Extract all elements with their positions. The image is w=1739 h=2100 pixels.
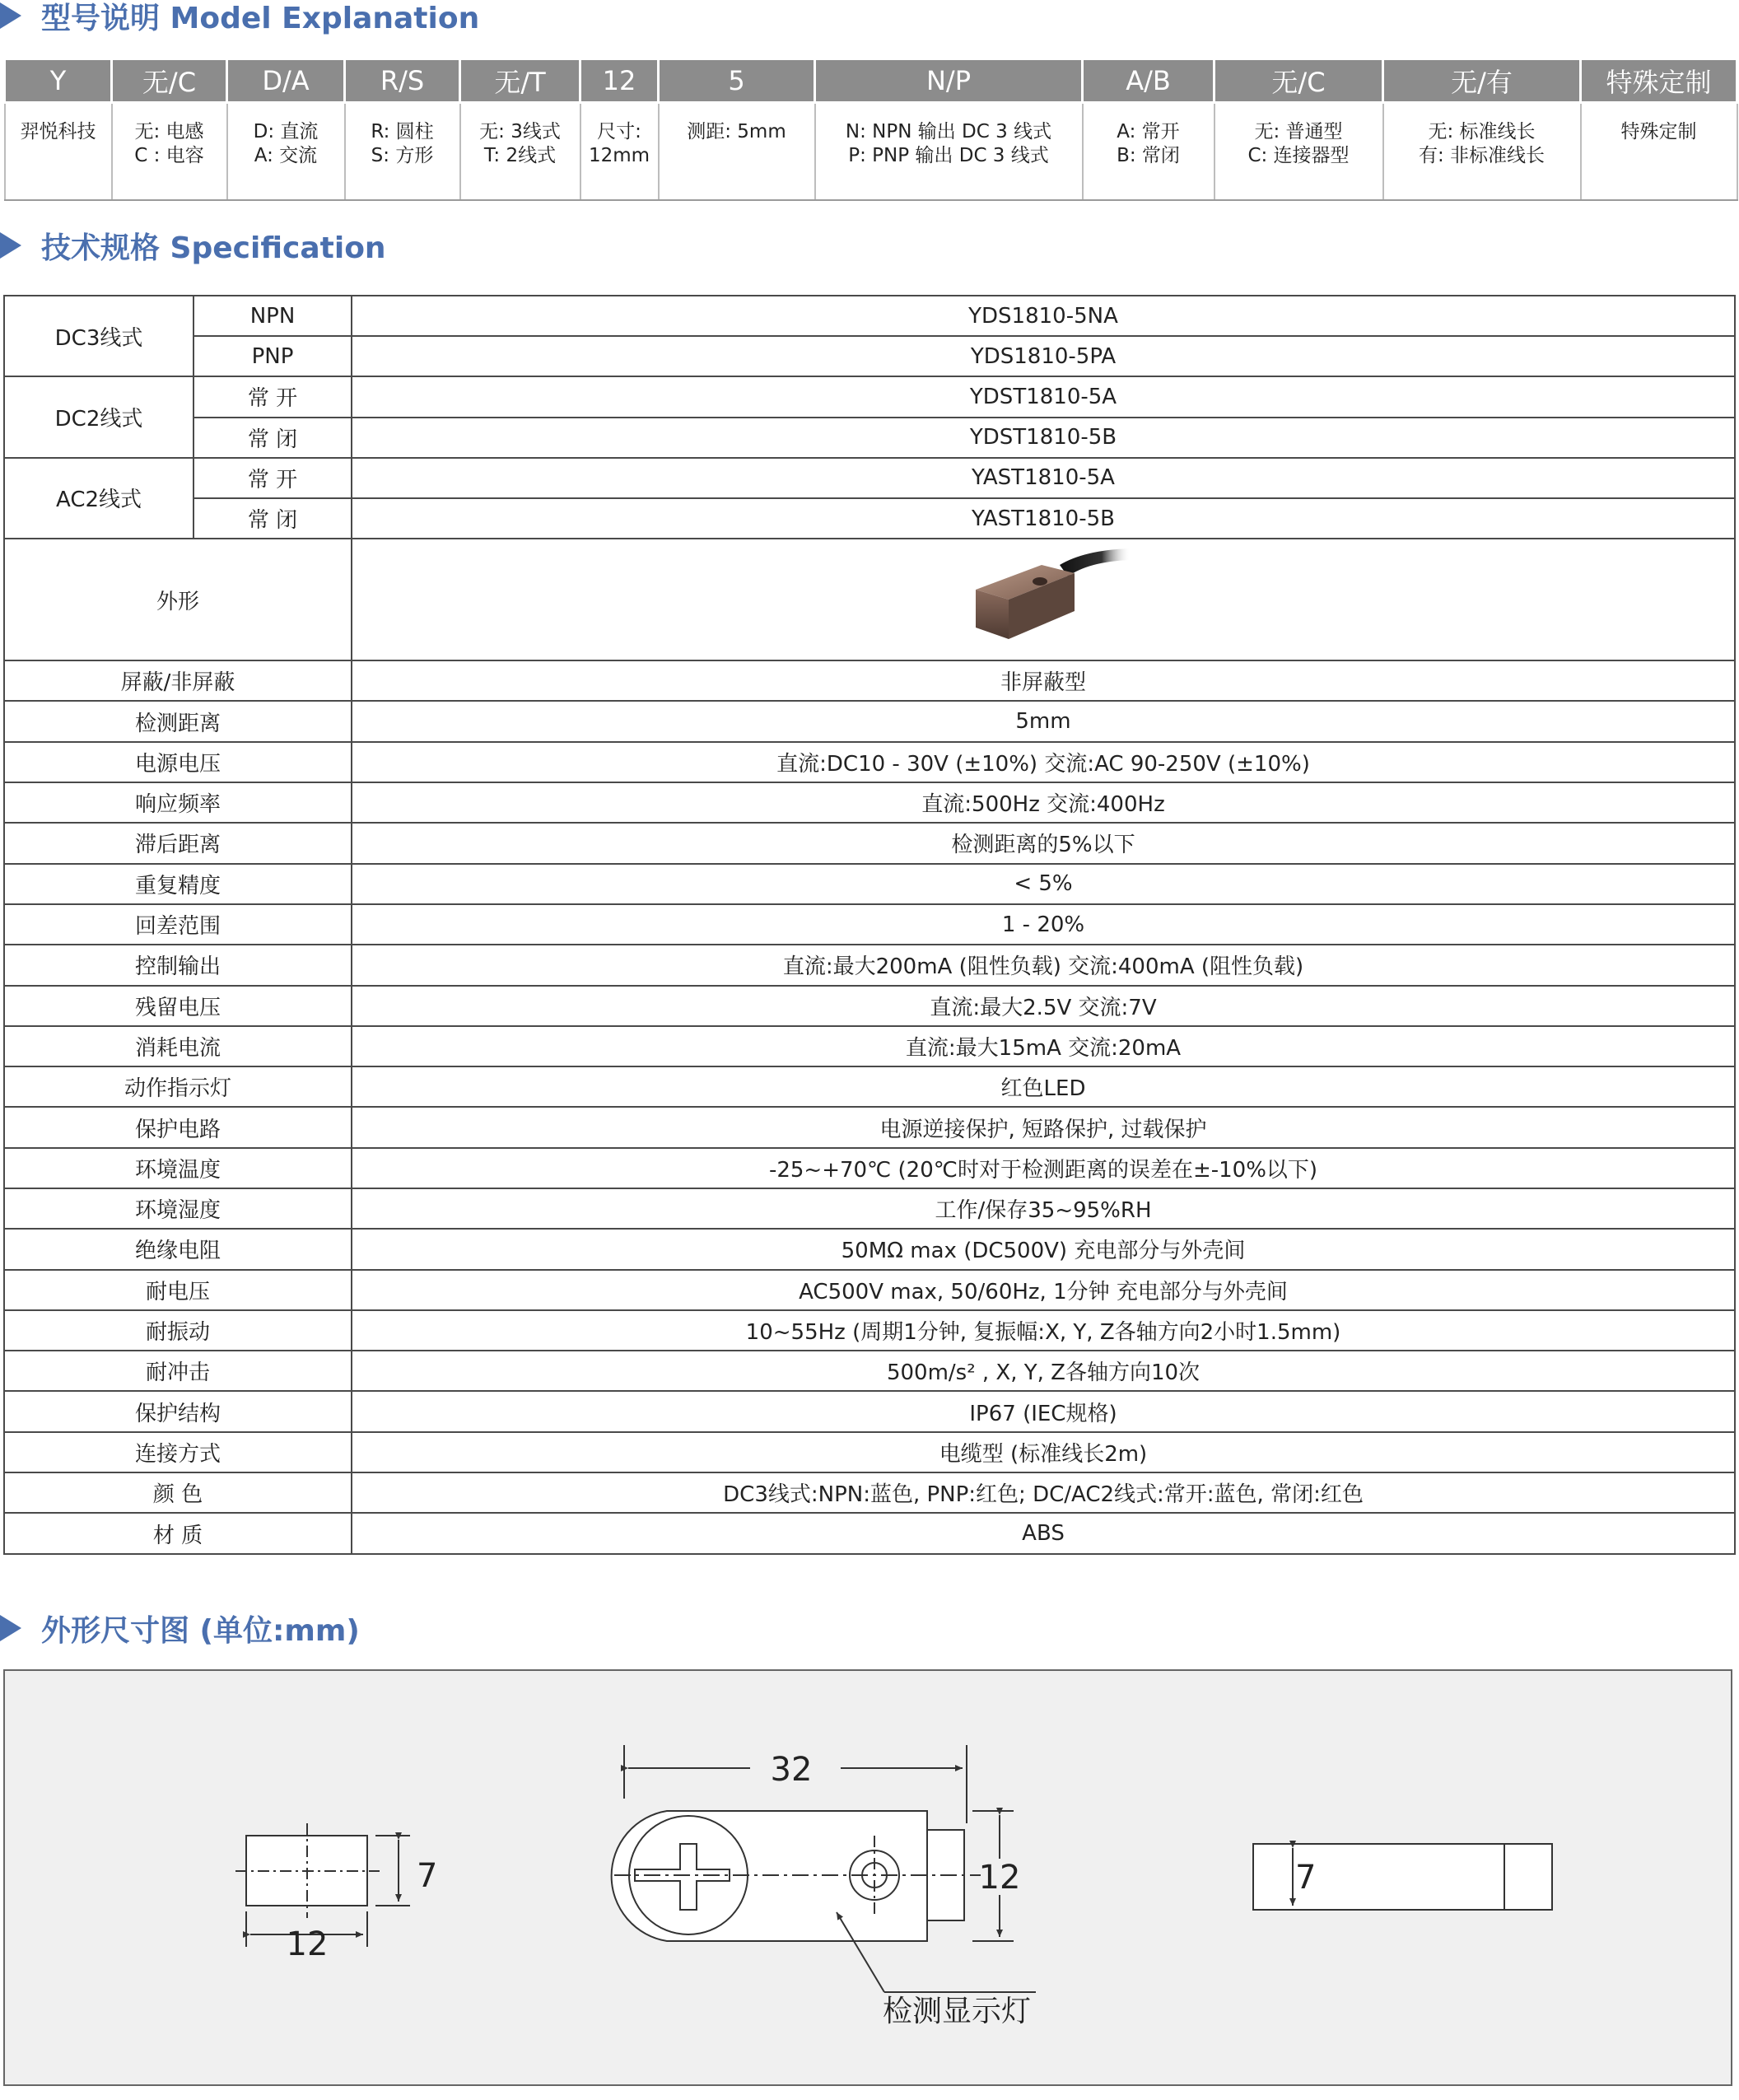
spec-label: 材 质 xyxy=(4,1513,352,1553)
spec-label: 消耗电流 xyxy=(4,1026,352,1066)
spec-label: 保护电路 xyxy=(4,1107,352,1147)
spec-row xyxy=(4,945,1735,985)
spec-row xyxy=(4,986,1735,1026)
model-number-cell: YDST1810-5B xyxy=(352,418,1735,458)
spec-label: 滞后距离 xyxy=(4,823,352,863)
spec-value: 50MΩ max (DC500V) 充电部分与外壳间 xyxy=(352,1229,1735,1269)
spec-label: 检测距离 xyxy=(4,701,352,741)
spec-value: 5mm xyxy=(352,701,1735,741)
output-type-cell: PNP xyxy=(193,336,352,376)
product-photo-cell xyxy=(352,539,1735,660)
spec-label: 动作指示灯 xyxy=(4,1066,352,1107)
sensor-product-image xyxy=(953,542,1134,657)
model-row xyxy=(4,336,1735,376)
model-code-line: N: NPN 输出 DC 3 线式 xyxy=(845,121,1052,142)
spec-table xyxy=(3,295,1736,1555)
model-number-cell: YDST1810-5A xyxy=(352,376,1735,417)
top-width-label: 12 xyxy=(978,1859,1021,1897)
model-code-line: 尺寸: xyxy=(597,121,641,142)
model-code-line: A: 交流 xyxy=(254,145,318,166)
spec-row xyxy=(4,701,1735,741)
model-code-line: S: 方形 xyxy=(371,145,434,166)
output-type-cell: 常 闭 xyxy=(193,418,352,458)
model-row xyxy=(4,296,1735,336)
model-code-line: 无: 电感 xyxy=(134,121,204,142)
model-number-cell: YAST1810-5B xyxy=(352,498,1735,539)
model-header-cell: R/S xyxy=(345,60,460,103)
spec-label: 回差范围 xyxy=(4,904,352,945)
model-number-cell: YDS1810-5PA xyxy=(352,336,1735,376)
output-type-cell: NPN xyxy=(193,296,352,336)
spec-label: 屏蔽/非屏蔽 xyxy=(4,660,352,701)
spec-row xyxy=(4,1351,1735,1391)
model-code-line: B: 常闭 xyxy=(1117,145,1180,166)
spec-value: DC3线式:NPN:蓝色, PNP:红色; DC/AC2线式:常开:蓝色, 常闭:红色 xyxy=(352,1472,1735,1513)
spec-value: 检测距离的5%以下 xyxy=(352,823,1735,863)
model-code-line: D: 直流 xyxy=(253,121,319,142)
output-type-cell: 常 开 xyxy=(193,458,352,498)
spec-label: 耐振动 xyxy=(4,1310,352,1351)
triangle-bullet-icon xyxy=(0,232,21,259)
model-code-line: 无: 3线式 xyxy=(479,121,561,142)
spec-value: 500m/s² , X, Y, Z各轴方向10次 xyxy=(352,1351,1735,1391)
model-code-cell xyxy=(659,103,815,201)
spec-value: 工作/保存35~95%RH xyxy=(352,1188,1735,1229)
spec-row xyxy=(4,660,1735,701)
model-code-line: 有: 非标准线长 xyxy=(1418,145,1546,166)
appearance-row xyxy=(4,539,1735,660)
model-header-cell: 特殊定制 xyxy=(1581,60,1737,103)
spec-label: 耐冲击 xyxy=(4,1351,352,1391)
model-row xyxy=(4,498,1735,539)
indicator-label: 检测显示灯 xyxy=(883,1995,1032,2028)
spec-row xyxy=(4,782,1735,823)
output-type-cell: 常 开 xyxy=(193,376,352,417)
spec-label: 连接方式 xyxy=(4,1432,352,1472)
wiring-group-cell: AC2线式 xyxy=(4,458,193,539)
spec-row xyxy=(4,1432,1735,1472)
model-code-line: 12mm xyxy=(588,145,650,166)
model-number-cell: YAST1810-5A xyxy=(352,458,1735,498)
model-code-line: T: 2线式 xyxy=(483,145,557,166)
spec-row xyxy=(4,1513,1735,1553)
model-code-cell xyxy=(5,103,112,201)
model-code-line: C : 电容 xyxy=(134,145,204,166)
model-code-cell xyxy=(227,103,345,201)
spec-row xyxy=(4,1229,1735,1269)
spec-label: 环境温度 xyxy=(4,1148,352,1188)
spec-label: 残留电压 xyxy=(4,986,352,1026)
model-code-line: 无: 标准线长 xyxy=(1428,121,1536,142)
model-code-cell xyxy=(1083,103,1215,201)
spec-label: 保护结构 xyxy=(4,1391,352,1431)
model-code-cell xyxy=(580,103,659,201)
model-code-line: P: PNP 输出 DC 3 线式 xyxy=(848,145,1049,166)
spec-value: 10~55Hz (周期1分钟, 复振幅:X, Y, Z各轴方向2小时1.5mm) xyxy=(352,1310,1735,1351)
spec-value: 电缆型 (标准线长2m) xyxy=(352,1432,1735,1472)
model-code-cell xyxy=(112,103,227,201)
spec-row xyxy=(4,1310,1735,1351)
wiring-group-cell: DC2线式 xyxy=(4,376,193,457)
model-number-cell: YDS1810-5NA xyxy=(352,296,1735,336)
section-title-dimensions xyxy=(0,1608,360,1649)
spec-row xyxy=(4,1066,1735,1107)
spec-row xyxy=(4,742,1735,782)
model-code-line: C: 连接器型 xyxy=(1247,145,1350,166)
model-code-cell xyxy=(1215,103,1383,201)
spec-label: 耐电压 xyxy=(4,1270,352,1310)
model-row xyxy=(4,458,1735,498)
section-title-text: 外形尺寸图 (单位:mm) xyxy=(41,1613,360,1648)
spec-label: 控制输出 xyxy=(4,945,352,985)
model-row xyxy=(4,376,1735,417)
model-code-line: 无: 普通型 xyxy=(1254,121,1343,142)
model-code-cell xyxy=(1383,103,1581,201)
model-header-cell: N/P xyxy=(815,60,1083,103)
model-code-cell xyxy=(815,103,1083,201)
model-header-cell: 无/C xyxy=(112,60,227,103)
triangle-bullet-icon xyxy=(0,1615,21,1641)
spec-row xyxy=(4,1148,1735,1188)
model-code-cell xyxy=(345,103,460,201)
wiring-group-cell: DC3线式 xyxy=(4,296,193,376)
model-header-cell: A/B xyxy=(1083,60,1215,103)
spec-label: 响应频率 xyxy=(4,782,352,823)
front-width-label: 12 xyxy=(286,1925,329,1963)
spec-value: 1 - 20% xyxy=(352,904,1735,945)
model-header-cell: 无/有 xyxy=(1383,60,1581,103)
top-length-label: 32 xyxy=(770,1751,813,1789)
model-code-cell xyxy=(1581,103,1737,201)
spec-label: 电源电压 xyxy=(4,742,352,782)
spec-row xyxy=(4,904,1735,945)
spec-value: 直流:最大200mA (阻性负载) 交流:400mA (阻性负载) xyxy=(352,945,1735,985)
model-header-cell: 无/C xyxy=(1215,60,1383,103)
spec-value: ABS xyxy=(352,1513,1735,1553)
spec-label: 环境湿度 xyxy=(4,1188,352,1229)
spec-value: 电源逆接保护, 短路保护, 过载保护 xyxy=(352,1107,1735,1147)
section-title-spec xyxy=(0,225,386,266)
spec-label: 重复精度 xyxy=(4,864,352,904)
spec-row xyxy=(4,864,1735,904)
spec-value: -25~+70℃ (20℃时对于检测距离的误差在±-10%以下) xyxy=(352,1148,1735,1188)
spec-row xyxy=(4,1026,1735,1066)
section-title-text: 型号说明 Model Explanation xyxy=(41,1,480,35)
spec-row xyxy=(4,1270,1735,1310)
model-header-cell: 无/T xyxy=(460,60,580,103)
spec-label: 绝缘电阻 xyxy=(4,1229,352,1269)
spec-value: AC500V max, 50/60Hz, 1分钟 充电部分与外壳间 xyxy=(352,1270,1735,1310)
spec-value: 直流:最大2.5V 交流:7V xyxy=(352,986,1735,1026)
model-code-line: A: 常开 xyxy=(1117,121,1180,142)
spec-value: 直流:500Hz 交流:400Hz xyxy=(352,782,1735,823)
section-title-model xyxy=(0,0,479,36)
spec-value: 直流:最大15mA 交流:20mA xyxy=(352,1026,1735,1066)
model-explanation-table xyxy=(3,60,1738,201)
triangle-bullet-icon xyxy=(0,2,21,29)
model-header-cell: 5 xyxy=(659,60,815,103)
spec-value: 非屏蔽型 xyxy=(352,660,1735,701)
dimension-drawing xyxy=(5,1671,1731,2084)
front-height-label: 7 xyxy=(417,1857,438,1895)
spec-row xyxy=(4,1472,1735,1513)
spec-value: 红色LED xyxy=(352,1066,1735,1107)
appearance-label: 外形 xyxy=(4,539,352,660)
section-title-text: 技术规格 Specification xyxy=(41,231,386,265)
model-header-cell: Y xyxy=(5,60,112,103)
spec-row xyxy=(4,1391,1735,1431)
spec-row xyxy=(4,1107,1735,1147)
spec-value: 直流:DC10 - 30V (±10%) 交流:AC 90-250V (±10%) xyxy=(352,742,1735,782)
spec-label: 颜 色 xyxy=(4,1472,352,1513)
dimension-drawing-panel xyxy=(3,1669,1732,2086)
spec-value: IP67 (IEC规格) xyxy=(352,1391,1735,1431)
spec-row xyxy=(4,823,1735,863)
model-header-cell: D/A xyxy=(227,60,345,103)
model-row xyxy=(4,418,1735,458)
model-code-line: 特殊定制 xyxy=(1620,121,1697,142)
model-code-line: 测距: 5mm xyxy=(687,121,786,142)
side-height-label: 7 xyxy=(1295,1859,1317,1897)
spec-row xyxy=(4,1188,1735,1229)
model-header-cell: 12 xyxy=(580,60,659,103)
model-code-line: 羿悦科技 xyxy=(20,121,96,142)
model-code-line: R: 圆柱 xyxy=(371,121,434,142)
output-type-cell: 常 闭 xyxy=(193,498,352,539)
model-code-cell xyxy=(460,103,580,201)
spec-value: < 5% xyxy=(352,864,1735,904)
